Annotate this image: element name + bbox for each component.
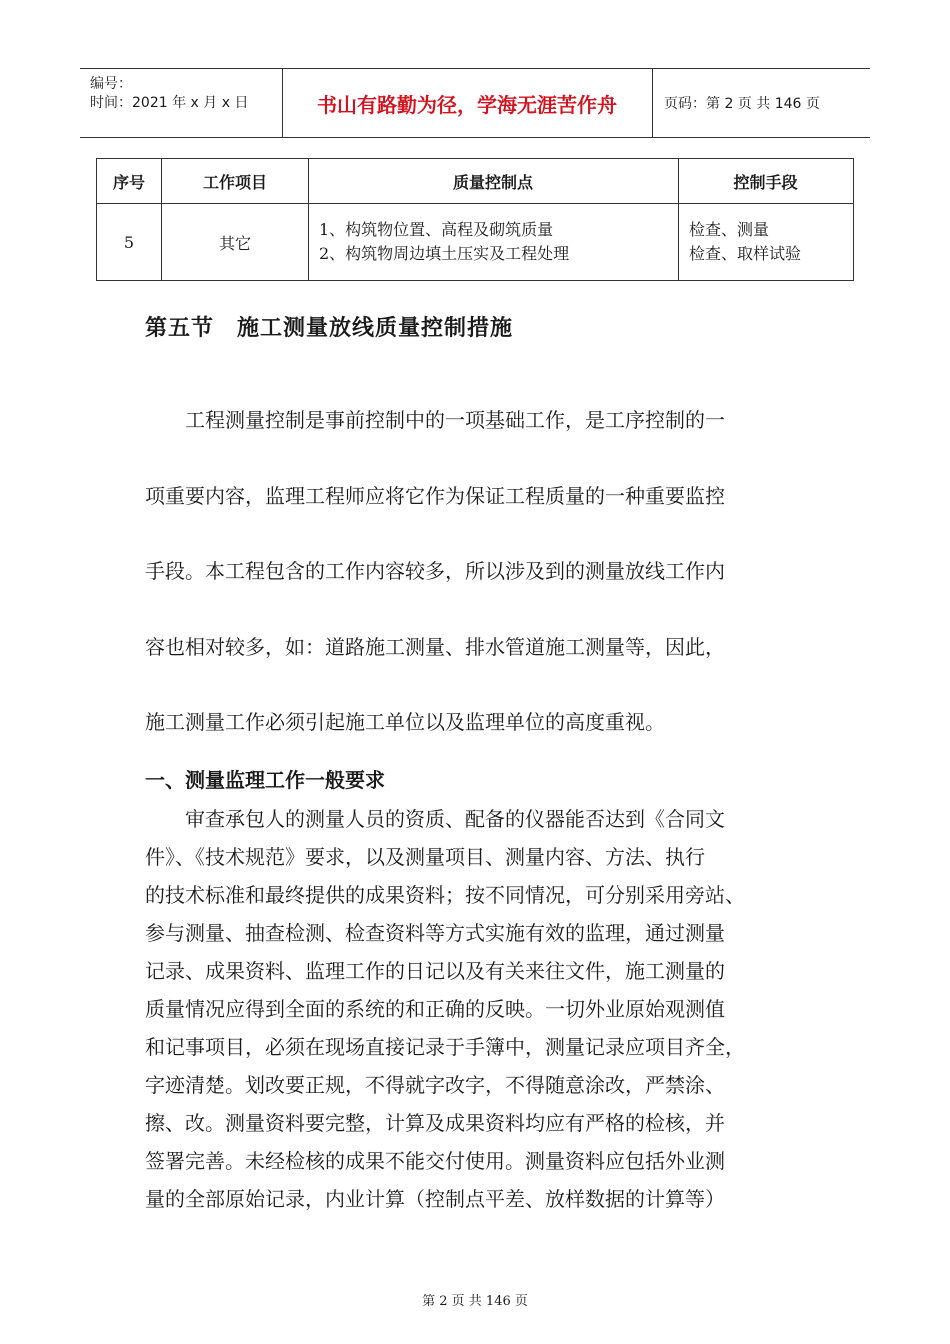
body-line: 擦、改。测量资料要完整，计算及成果资料均应有严格的检核，并 (145, 1111, 725, 1135)
section-title: 第五节 施工测量放线质量控制措施 (145, 316, 514, 341)
intro-line: 项重要内容，监理工程师应将它作为保证工程质量的一种重要监控 (145, 484, 725, 508)
body-line: 的技术标准和最终提供的成果资料；按不同情况，可分别采用旁站、 (145, 883, 745, 907)
column-header-points: 质量控制点 (309, 159, 679, 204)
intro-line: 手段。本工程包含的工作内容较多，所以涉及到的测量放线工作内 (145, 559, 725, 583)
body-line: 量的全部原始记录，内业计算（控制点平差、放样数据的计算等） (145, 1187, 725, 1211)
body-line: 字迹清楚。划改要正规，不得就字改字，不得随意涂改，严禁涂、 (145, 1073, 725, 1097)
body-line: 参与测量、抽查检测、检查资料等方式实施有效的监理，通过测量 (145, 921, 725, 945)
body-line: 审查承包人的测量人员的资质、配备的仪器能否达到《合同文 (145, 807, 725, 831)
document-number-label: 编号： (90, 76, 132, 92)
table-header-row (97, 159, 854, 204)
cell-means (679, 204, 854, 281)
intro-line: 施工测量工作必须引起施工单位以及监理单位的高度重视。 (145, 710, 665, 734)
header-meta (80, 69, 283, 137)
header-motto: 书山有路勤为径，学海无涯苦作舟 (282, 69, 653, 137)
subsection-title: 一、测量监理工作一般要求 (145, 768, 385, 792)
control-means-line: 检查、测量 (689, 220, 770, 239)
page-footer: 第 2 页 共 146 页 (422, 1294, 528, 1309)
cell-points (309, 204, 679, 281)
header-page-info: 页码：第 2 页 共 146 页 (664, 96, 820, 112)
body-line: 件》、《技术规范》要求，以及测量项目、测量内容、方法、执行 (145, 845, 705, 869)
control-point-line: 2、构筑物周边填土压实及工程处理 (319, 244, 570, 263)
quality-control-table (96, 158, 854, 281)
body-line: 签署完善。未经检核的成果不能交付使用。测量资料应包括外业测 (145, 1149, 725, 1173)
column-header-means: 控制手段 (679, 159, 854, 204)
intro-line: 工程测量控制是事前控制中的一项基础工作，是工序控制的一 (145, 408, 725, 432)
intro-line: 容也相对较多，如：道路施工测量、排水管道施工测量等，因此， (145, 635, 725, 659)
control-point-line: 1、构筑物位置、高程及砌筑质量 (319, 220, 554, 239)
column-header-no: 序号 (97, 159, 162, 204)
document-date: 时间：2021 年 x 月 x 日 (90, 95, 249, 111)
column-header-item: 工作项目 (162, 159, 309, 204)
body-line: 记录、成果资料、监理工作的日记以及有关来往文件，施工测量的 (145, 959, 725, 983)
body-line: 质量情况应得到全面的系统的和正确的反映。一切外业原始观测值 (145, 997, 725, 1021)
control-means-line: 检查、取样试验 (689, 244, 802, 263)
table-row (97, 204, 854, 281)
cell-item: 其它 (162, 204, 309, 281)
cell-no: 5 (97, 204, 162, 281)
body-line: 和记事项目，必须在现场直接记录于手簿中，测量记录应项目齐全， (145, 1035, 745, 1059)
page-header (80, 68, 870, 138)
